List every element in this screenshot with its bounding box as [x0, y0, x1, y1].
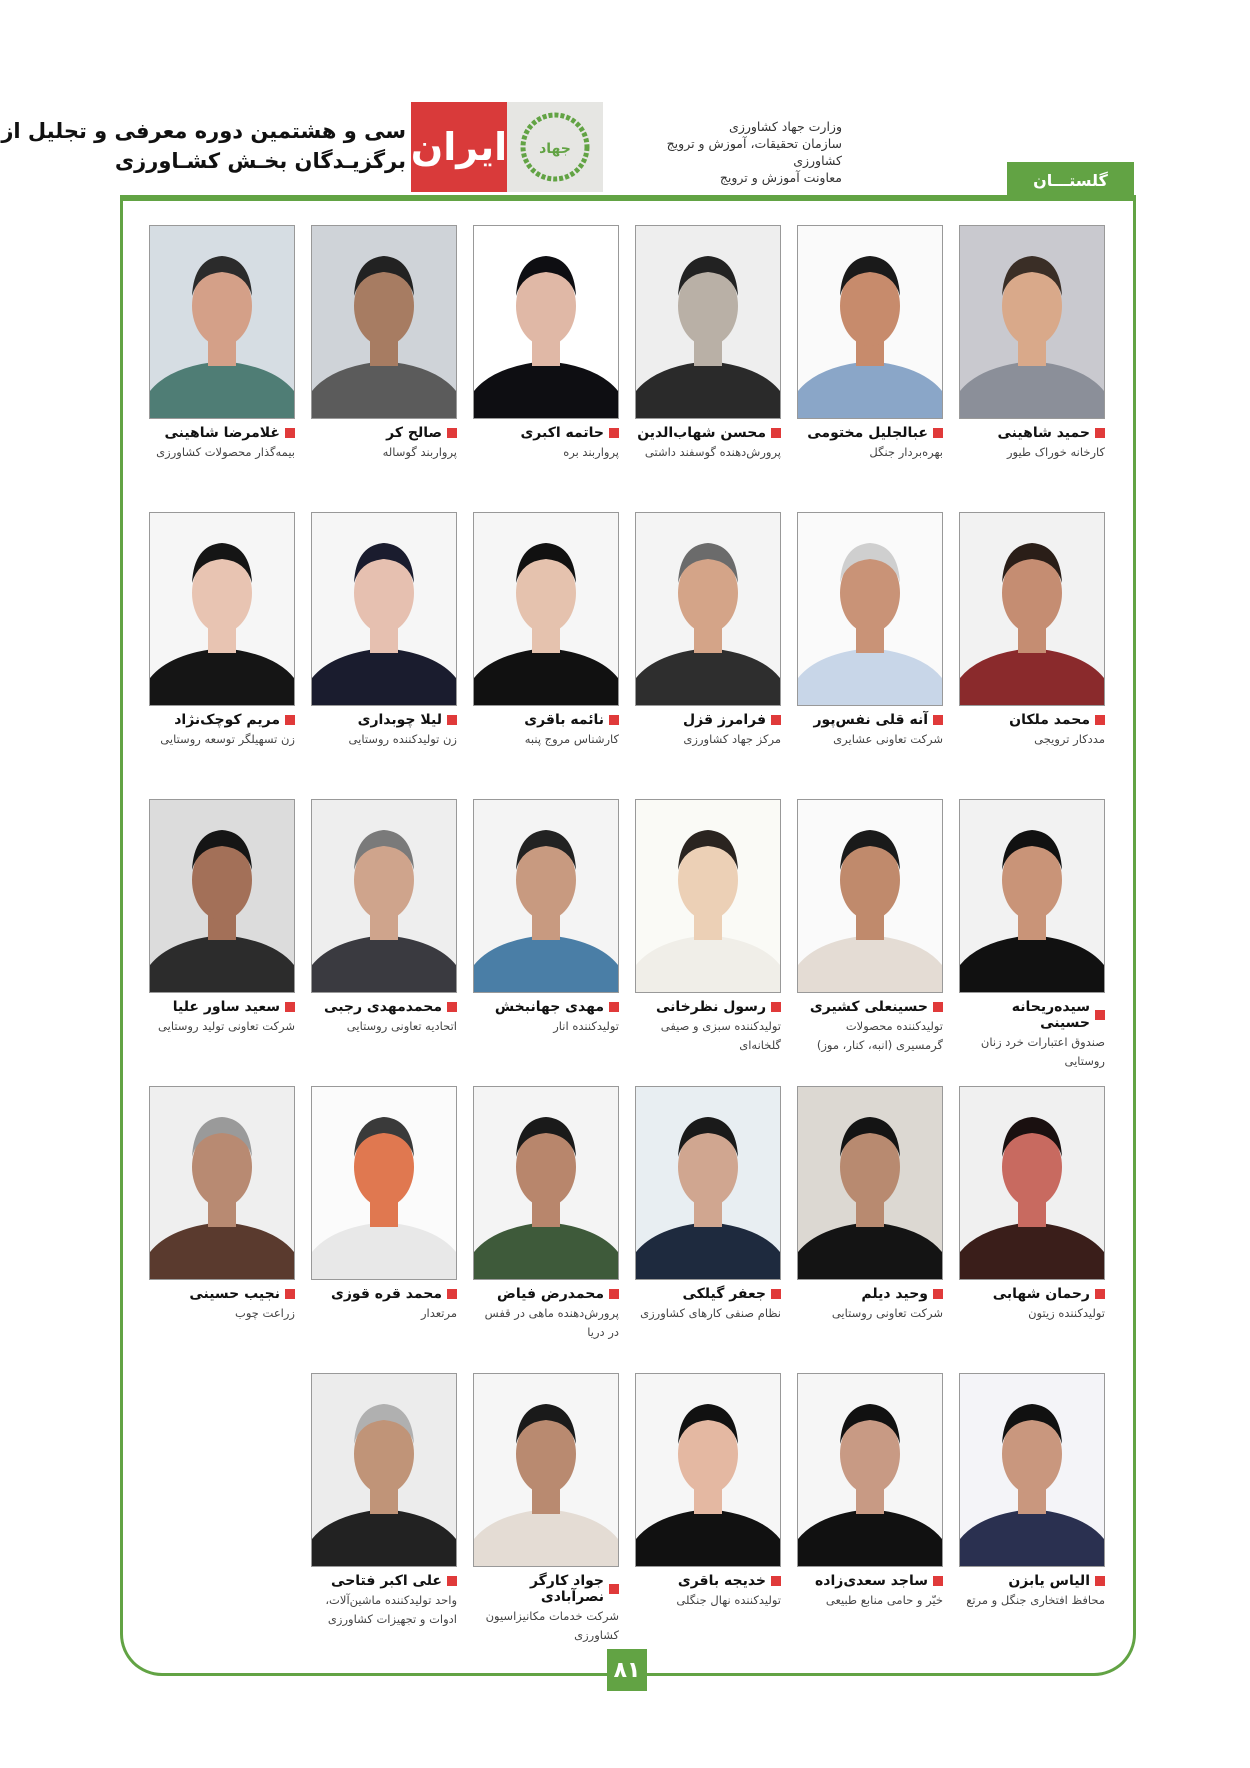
person-role: شرکت تعاونی روستایی [831, 1306, 943, 1320]
person-name-text: رحمان شهابی [992, 1286, 1090, 1302]
ministry-line: وزارت جهاد کشاورزی [729, 119, 842, 134]
person-name [797, 712, 943, 728]
bullet-square-icon [1095, 1576, 1105, 1586]
portrait-icon [474, 226, 618, 418]
person-name-text: حسینعلی کشیری [809, 999, 928, 1015]
person-card [149, 225, 295, 512]
person-role: صندوق اعتبارات خرد زنان روستایی [980, 1035, 1105, 1068]
person-name [311, 1286, 457, 1302]
portrait-icon [150, 1087, 294, 1279]
person-role: شرکت تعاونی عشایری [833, 732, 943, 746]
bullet-square-icon [933, 428, 943, 438]
bullet-square-icon [447, 1289, 457, 1299]
person-card [797, 799, 943, 1086]
person-role: پرواربند گوساله [382, 445, 457, 459]
person-name-text: محسن شهاب‌الدین [637, 425, 766, 441]
portrait-icon [150, 800, 294, 992]
person-photo [797, 512, 943, 706]
portrait-icon [150, 513, 294, 705]
person-card [311, 1373, 457, 1660]
portrait-icon [960, 1374, 1104, 1566]
person-name [797, 999, 943, 1015]
person-card [149, 1086, 295, 1373]
person-card [473, 512, 619, 799]
person-card [635, 1086, 781, 1373]
person-photo [959, 225, 1105, 419]
person-name [311, 1573, 457, 1589]
person-role: زراعت چوب [235, 1306, 295, 1320]
person-name-text: محمد ملکان [1009, 712, 1090, 728]
bullet-square-icon [771, 428, 781, 438]
bullet-square-icon [447, 428, 457, 438]
page-title [1, 116, 406, 176]
person-name [635, 1286, 781, 1302]
person-name [149, 999, 295, 1015]
person-name-text: سعید ساور علیا [172, 999, 280, 1015]
person-card [473, 1086, 619, 1373]
person-card [635, 799, 781, 1086]
person-name-text: لیلا چوبداری [357, 712, 442, 728]
person-photo [959, 512, 1105, 706]
portrait-icon [474, 513, 618, 705]
person-card [311, 225, 457, 512]
person-photo [635, 1373, 781, 1567]
person-role: بیمه‌گذار محصولات کشاورزی [156, 445, 295, 459]
svg-text:جهاد: جهاد [539, 141, 571, 157]
person-name-text: غلامرضا شاهینی [164, 425, 280, 441]
jahad-keshavarzi-logo [507, 102, 603, 192]
person-role: بهره‌بردار جنگل [869, 445, 943, 459]
person-role: پرورش‌دهنده ماهی در قفس در دریا [484, 1306, 619, 1339]
bullet-square-icon [609, 1002, 619, 1012]
person-card [149, 512, 295, 799]
portrait-icon [960, 226, 1104, 418]
person-name-text: نائمه باقری [524, 712, 604, 728]
person-name-text: رسول نظرخانی [656, 999, 766, 1015]
portrait-icon [798, 1374, 942, 1566]
person-photo [959, 1086, 1105, 1280]
person-name [959, 1573, 1105, 1589]
person-name-text: مهدی جهانبخش [494, 999, 604, 1015]
person-name [149, 1286, 295, 1302]
person-card [797, 225, 943, 512]
person-name [635, 712, 781, 728]
person-photo [797, 1086, 943, 1280]
title-line-2: برگزیـدگان بخـش کشـاورزی [114, 149, 406, 173]
person-name [473, 1573, 619, 1605]
person-role: تولیدکننده نهال جنگلی [676, 1593, 781, 1607]
portrait-icon [312, 1087, 456, 1279]
province-tab: گلستـــان [1007, 162, 1134, 198]
person-card [959, 799, 1105, 1086]
person-name [959, 425, 1105, 441]
portrait-icon [474, 1374, 618, 1566]
person-role: مددکار ترویجی [1034, 732, 1105, 746]
person-role: مرکز جهاد کشاورزی [683, 732, 781, 746]
person-photo [635, 1086, 781, 1280]
bullet-square-icon [933, 715, 943, 725]
bullet-square-icon [933, 1289, 943, 1299]
portrait-icon [636, 1087, 780, 1279]
bullet-square-icon [771, 1002, 781, 1012]
person-name-text: جواد کارگر نصرآبادی [529, 1573, 604, 1605]
person-card [959, 1086, 1105, 1373]
person-photo [311, 225, 457, 419]
bullet-square-icon [447, 715, 457, 725]
bullet-square-icon [447, 1576, 457, 1586]
person-photo [311, 799, 457, 993]
portrait-icon [636, 800, 780, 992]
person-name-text: محمدرض فیاض [497, 1286, 604, 1302]
portrait-icon [474, 1087, 618, 1279]
ministry-line: معاونت آموزش و ترویج [719, 170, 842, 185]
portrait-icon [798, 1087, 942, 1279]
person-name [473, 1286, 619, 1302]
person-name [473, 425, 619, 441]
portrait-icon [960, 1087, 1104, 1279]
person-name-text: مریم کوچک‌نژاد [174, 712, 280, 728]
person-photo [473, 512, 619, 706]
person-role: تولیدکننده محصولات گرمسیری (انبه، کنار، موز) [816, 1019, 943, 1052]
person-card [311, 1086, 457, 1373]
person-name [149, 425, 295, 441]
person-name [473, 712, 619, 728]
portrait-icon [636, 1374, 780, 1566]
portrait-icon [960, 513, 1104, 705]
bullet-square-icon [1095, 715, 1105, 725]
bullet-square-icon [771, 1576, 781, 1586]
person-name-text: عبالجلیل مختومی [807, 425, 928, 441]
person-photo [149, 512, 295, 706]
person-role: محافظ افتخاری جنگل و مرتع [966, 1593, 1105, 1607]
person-role: زن تسهیلگر توسعه روستایی [160, 732, 295, 746]
ministry-text [617, 118, 842, 186]
person-card [797, 1373, 943, 1660]
person-card [311, 799, 457, 1086]
person-name [797, 1286, 943, 1302]
person-card [635, 1373, 781, 1660]
bullet-square-icon [285, 1002, 295, 1012]
bullet-square-icon [285, 428, 295, 438]
person-name [311, 999, 457, 1015]
person-role: کارشناس مروج پنبه [524, 732, 619, 746]
person-photo [149, 1086, 295, 1280]
bullet-square-icon [285, 1289, 295, 1299]
person-name-text: سیده‌ریحانه حسینی [1011, 999, 1090, 1031]
bullet-square-icon [771, 1289, 781, 1299]
person-card [797, 1086, 943, 1373]
bullet-square-icon [933, 1002, 943, 1012]
person-role: زن تولیدکننده روستایی [348, 732, 457, 746]
person-role: شرکت تعاونی تولید روستایی [158, 1019, 295, 1033]
person-name-text: الیاس یابزن [1008, 1573, 1090, 1589]
iran-logo-text: ایران [410, 125, 508, 169]
person-card [959, 512, 1105, 799]
person-name-text: حاتمه اکبری [520, 425, 604, 441]
person-name [149, 712, 295, 728]
person-photo [473, 799, 619, 993]
person-photo [311, 512, 457, 706]
person-card [473, 799, 619, 1086]
person-photo [473, 1373, 619, 1567]
portrait-icon [636, 513, 780, 705]
person-photo [149, 799, 295, 993]
wreath-icon [515, 107, 595, 187]
person-name-text: وحید دیلم [861, 1286, 928, 1302]
ministry-line: سازمان تحقیقات، آموزش و ترویج کشاورزی [666, 136, 842, 168]
bullet-square-icon [609, 1289, 619, 1299]
person-card [311, 512, 457, 799]
person-name [959, 712, 1105, 728]
person-card [149, 799, 295, 1086]
portrait-icon [150, 226, 294, 418]
person-photo [797, 225, 943, 419]
person-photo [797, 799, 943, 993]
person-photo [959, 799, 1105, 993]
person-name-text: ساجد سعدی‌زاده [815, 1573, 928, 1589]
person-name [635, 425, 781, 441]
person-role: پرورش‌دهنده گوسفند داشتی [644, 445, 781, 459]
person-role: اتحادیه تعاونی روستایی [346, 1019, 457, 1033]
person-name-text: صالح کر [386, 425, 442, 441]
person-photo [473, 1086, 619, 1280]
title-line-1: سی و هشتمین دوره معرفی و تجلیل از [1, 119, 406, 143]
portrait-icon [798, 513, 942, 705]
person-photo [635, 799, 781, 993]
person-role: تولیدکننده زیتون [1028, 1306, 1105, 1320]
bullet-square-icon [771, 715, 781, 725]
person-card [473, 225, 619, 512]
person-name-text: محمد قره قوزی [331, 1286, 442, 1302]
person-role: نظام صنفی کارهای کشاورزی [640, 1306, 781, 1320]
person-name-text: فرامرز قزل [682, 712, 766, 728]
bullet-square-icon [609, 1584, 619, 1594]
person-role: کارخانه خوراک طیور [1006, 445, 1105, 459]
bullet-square-icon [1095, 1289, 1105, 1299]
person-name [635, 999, 781, 1015]
portrait-icon [312, 1374, 456, 1566]
bullet-square-icon [285, 715, 295, 725]
bullet-square-icon [609, 715, 619, 725]
person-name [797, 425, 943, 441]
person-role: واحد تولیدکننده ماشین‌آلات، ادوات و تجهیزات کشاورزی [325, 1593, 457, 1626]
person-name [311, 425, 457, 441]
person-photo [635, 225, 781, 419]
person-role: مرتعدار [420, 1306, 457, 1320]
person-name [959, 1286, 1105, 1302]
bullet-square-icon [609, 428, 619, 438]
person-photo [959, 1373, 1105, 1567]
person-role: خیّر و حامی منابع طبیعی [825, 1593, 943, 1607]
portrait-icon [312, 226, 456, 418]
bullet-square-icon [1095, 428, 1105, 438]
person-name-text: نجیب حسینی [189, 1286, 280, 1302]
person-card [635, 512, 781, 799]
person-name-text: علی اکبر فتاحی [331, 1573, 442, 1589]
person-photo [635, 512, 781, 706]
person-card [959, 225, 1105, 512]
bullet-square-icon [933, 1576, 943, 1586]
person-photo [473, 225, 619, 419]
portrait-icon [798, 800, 942, 992]
iran-logo [411, 102, 507, 192]
person-name [797, 1573, 943, 1589]
person-name [635, 1573, 781, 1589]
person-name [473, 999, 619, 1015]
portrait-icon [312, 513, 456, 705]
person-name-text: خدیجه باقری [677, 1573, 766, 1589]
person-photo [149, 225, 295, 419]
person-name-text: آنه قلی نفس‌پور [813, 712, 928, 728]
person-name [959, 999, 1105, 1031]
person-photo [311, 1086, 457, 1280]
person-role: تولیدکننده انار [553, 1019, 619, 1033]
person-role: شرکت خدمات مکانیزاسیون کشاورزی [485, 1609, 619, 1642]
person-role: پرواربند بره [563, 445, 619, 459]
portrait-icon [636, 226, 780, 418]
person-card [635, 225, 781, 512]
bullet-square-icon [447, 1002, 457, 1012]
people-grid [149, 225, 1105, 1660]
person-card [959, 1373, 1105, 1660]
person-photo [797, 1373, 943, 1567]
portrait-icon [474, 800, 618, 992]
bullet-square-icon [1095, 1010, 1105, 1020]
page-number: ۸۱ [607, 1649, 647, 1691]
portrait-icon [312, 800, 456, 992]
person-name-text: جعفر گیلکی [682, 1286, 766, 1302]
person-name-text: محمدمهدی رجبی [324, 999, 442, 1015]
person-name-text: حمید شاهینی [997, 425, 1090, 441]
person-card [797, 512, 943, 799]
person-card [473, 1373, 619, 1660]
person-photo [311, 1373, 457, 1567]
person-role: تولیدکننده سبزی و صیفی گلخانه‌ای [660, 1019, 781, 1052]
portrait-icon [798, 226, 942, 418]
portrait-icon [960, 800, 1104, 992]
person-name [311, 712, 457, 728]
